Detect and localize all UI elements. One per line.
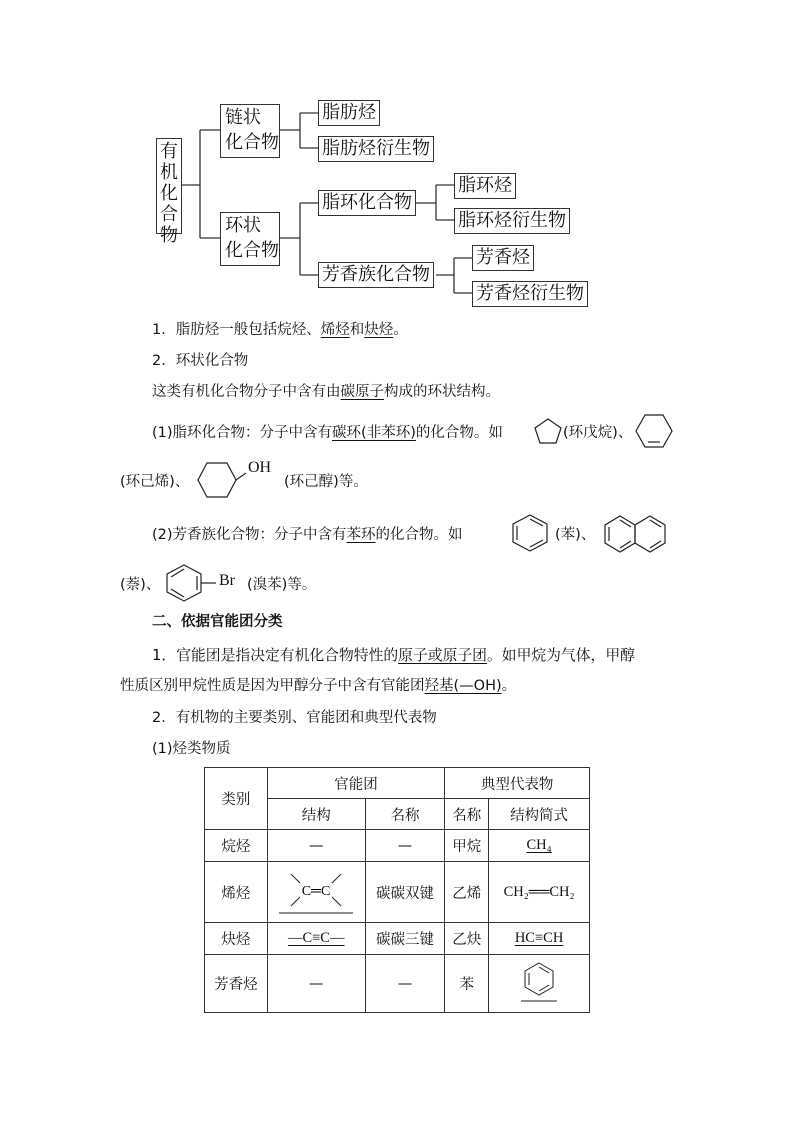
answer-hydroxyl: 羟基(—OH) [424, 678, 502, 694]
cell-structure [267, 923, 365, 955]
table-row [205, 955, 590, 1013]
tree-node-aromatic-hydrocarbon [472, 245, 534, 271]
cell-formula [489, 955, 590, 1013]
th-representative: 典型代表物 [445, 768, 590, 799]
cell-formula [489, 830, 590, 862]
naphthalene-structure [604, 516, 668, 552]
table-row [205, 923, 590, 955]
heading-cyclic: 2．环状化合物 [152, 353, 249, 369]
label-bromobenzene: (溴苯)等。 [247, 577, 317, 593]
answer-alkyne: 炔烃 [364, 322, 394, 338]
para-cyclic-desc-c: 构成的环状结构。 [384, 384, 500, 400]
benzene-formula-structure [517, 960, 561, 1004]
tree-ring-line2: 化合物 [225, 240, 279, 261]
tree-node-aromatic [318, 262, 434, 288]
para-aliphatic [152, 320, 408, 340]
tree-chain-line2: 化合物 [225, 132, 279, 153]
answer-carbocycle: 碳环(非苯环) [332, 425, 416, 441]
cell-structure [267, 862, 365, 923]
cell-formula: CH₂══CH₂ [489, 862, 590, 923]
para-aromatic [152, 525, 463, 545]
para-fg-definition-c: 。如甲烷为气体，甲醇 [486, 647, 635, 664]
para-fg-example [120, 676, 516, 696]
benzene-structure [512, 515, 548, 551]
th-name: 名称 [365, 799, 445, 830]
bromobenzene-structure [166, 565, 216, 601]
cell-structure: — [267, 955, 365, 1013]
tree-node-alicyclic-derivative-label: 脂环烃衍生物 [458, 210, 566, 231]
th-structure: 结构 [267, 799, 365, 830]
answer-alkene: 烯烃 [320, 322, 350, 338]
cell-rep-name: 甲烷 [445, 830, 489, 862]
para-cyclic-desc-a: 这类有机化合物分子中含有由 [152, 384, 341, 400]
section-functional-groups: 二、依据官能团分类 [152, 614, 283, 630]
para-fg-example-c: 。 [501, 678, 517, 694]
label-cyclopentane: (环戊烷)、 [563, 425, 633, 441]
hydrocarbon-table [204, 767, 590, 1013]
answer-benzene-ring: 苯环 [346, 527, 376, 543]
para-aromatic-a: (2)芳香族化合物：分子中含有 [152, 527, 347, 543]
formula-acetylene: HC≡CH [514, 930, 564, 946]
cyclohexene-structure [636, 414, 672, 448]
tree-node-aromatic-hydrocarbon-label: 芳香烃 [476, 247, 530, 268]
tree-node-aromatic-label: 芳香族化合物 [322, 264, 430, 285]
cell-structure: — [267, 830, 365, 862]
tree-node-alicyclic-hydrocarbon-label: 脂环烃 [458, 175, 512, 196]
tree-node-alicyclic-hydrocarbon [454, 173, 516, 199]
cyclopentane-structure [535, 418, 563, 444]
heading-hydrocarbons: (1)烃类物质 [152, 741, 231, 757]
para-aliphatic-c: 和 [349, 322, 365, 338]
cell-category: 炔烃 [205, 923, 268, 955]
th-rep-name: 名称 [445, 799, 489, 830]
para-fg-definition [152, 646, 635, 666]
tree-chain-line1: 链状 [225, 107, 261, 128]
label-naphthalene: (萘)、 [120, 577, 161, 593]
cell-category: 烷烃 [205, 830, 268, 862]
alkene-double-bond-structure [273, 864, 359, 916]
para-aliphatic-a: 1．脂肪烃一般包括烷烃、 [152, 322, 321, 338]
tree-root [156, 138, 182, 246]
para-aliphatic-e: 。 [393, 322, 408, 338]
cell-rep-name: 苯 [445, 955, 489, 1013]
tree-node-aliphatic-label: 脂肪烃 [322, 102, 376, 123]
label-cyclohexanol: (环己醇)等。 [284, 474, 368, 490]
tree-ring-line1: 环状 [225, 215, 261, 236]
table-row [205, 862, 590, 923]
tree-root-label: 有机化合物 [160, 141, 178, 246]
cell-category: 芳香烃 [205, 955, 268, 1013]
tree-node-aliphatic-derivative [318, 136, 434, 162]
para-alicyclic [152, 423, 503, 443]
th-formula: 结构简式 [489, 799, 590, 830]
tree-node-aliphatic [318, 100, 380, 126]
alkyne-fg-text: —C≡C— [287, 930, 345, 946]
para-fg-definition-a: 1．官能团是指决定有机化合物特性的 [152, 647, 399, 664]
para-aromatic-c: 的化合物。如 [375, 527, 463, 543]
th-functional-group: 官能团 [267, 768, 445, 799]
tree-ring-box [220, 212, 280, 266]
tree-node-aromatic-derivative-label: 芳香烃衍生物 [476, 283, 584, 304]
label-br: Br [219, 572, 235, 589]
cell-rep-name: 乙炔 [445, 923, 489, 955]
tree-node-aromatic-derivative [472, 281, 588, 307]
tree-chain-box [220, 104, 280, 158]
heading-main-classes: 2．有机物的主要类别、官能团和典型代表物 [152, 710, 437, 726]
answer-carbon-atoms: 碳原子 [340, 384, 384, 400]
cell-name: 碳碳双键 [365, 862, 445, 923]
tree-node-aliphatic-derivative-label: 脂肪烃衍生物 [322, 138, 430, 159]
alkene-fg-text: C═C [301, 884, 331, 899]
para-fg-example-a: 性质区别甲烷性质是因为甲醇分子中含有官能团 [120, 678, 425, 694]
tree-node-alicyclic-derivative [454, 208, 570, 234]
cyclohexanol-structure [198, 462, 238, 498]
cell-name: 碳碳三键 [365, 923, 445, 955]
tree-node-alicyclic [318, 190, 416, 216]
label-cyclohexene: (环己烯)、 [120, 474, 190, 490]
answer-atom-group: 原子或原子团 [398, 647, 487, 664]
table-row [205, 830, 590, 862]
th-category: 类别 [205, 768, 268, 830]
formula-methane: CH₄ [526, 837, 552, 853]
cell-name: — [365, 830, 445, 862]
label-benzene: (苯)、 [555, 527, 596, 543]
para-alicyclic-c: 的化合物。如 [415, 425, 503, 441]
cell-formula [489, 923, 590, 955]
cell-name: — [365, 955, 445, 1013]
tree-node-alicyclic-label: 脂环化合物 [322, 192, 412, 213]
cell-rep-name: 乙烯 [445, 862, 489, 923]
para-cyclic-desc [152, 382, 500, 402]
para-alicyclic-a: (1)脂环化合物：分子中含有 [152, 425, 333, 441]
cell-category: 烯烃 [205, 862, 268, 923]
label-oh: OH [248, 459, 272, 476]
